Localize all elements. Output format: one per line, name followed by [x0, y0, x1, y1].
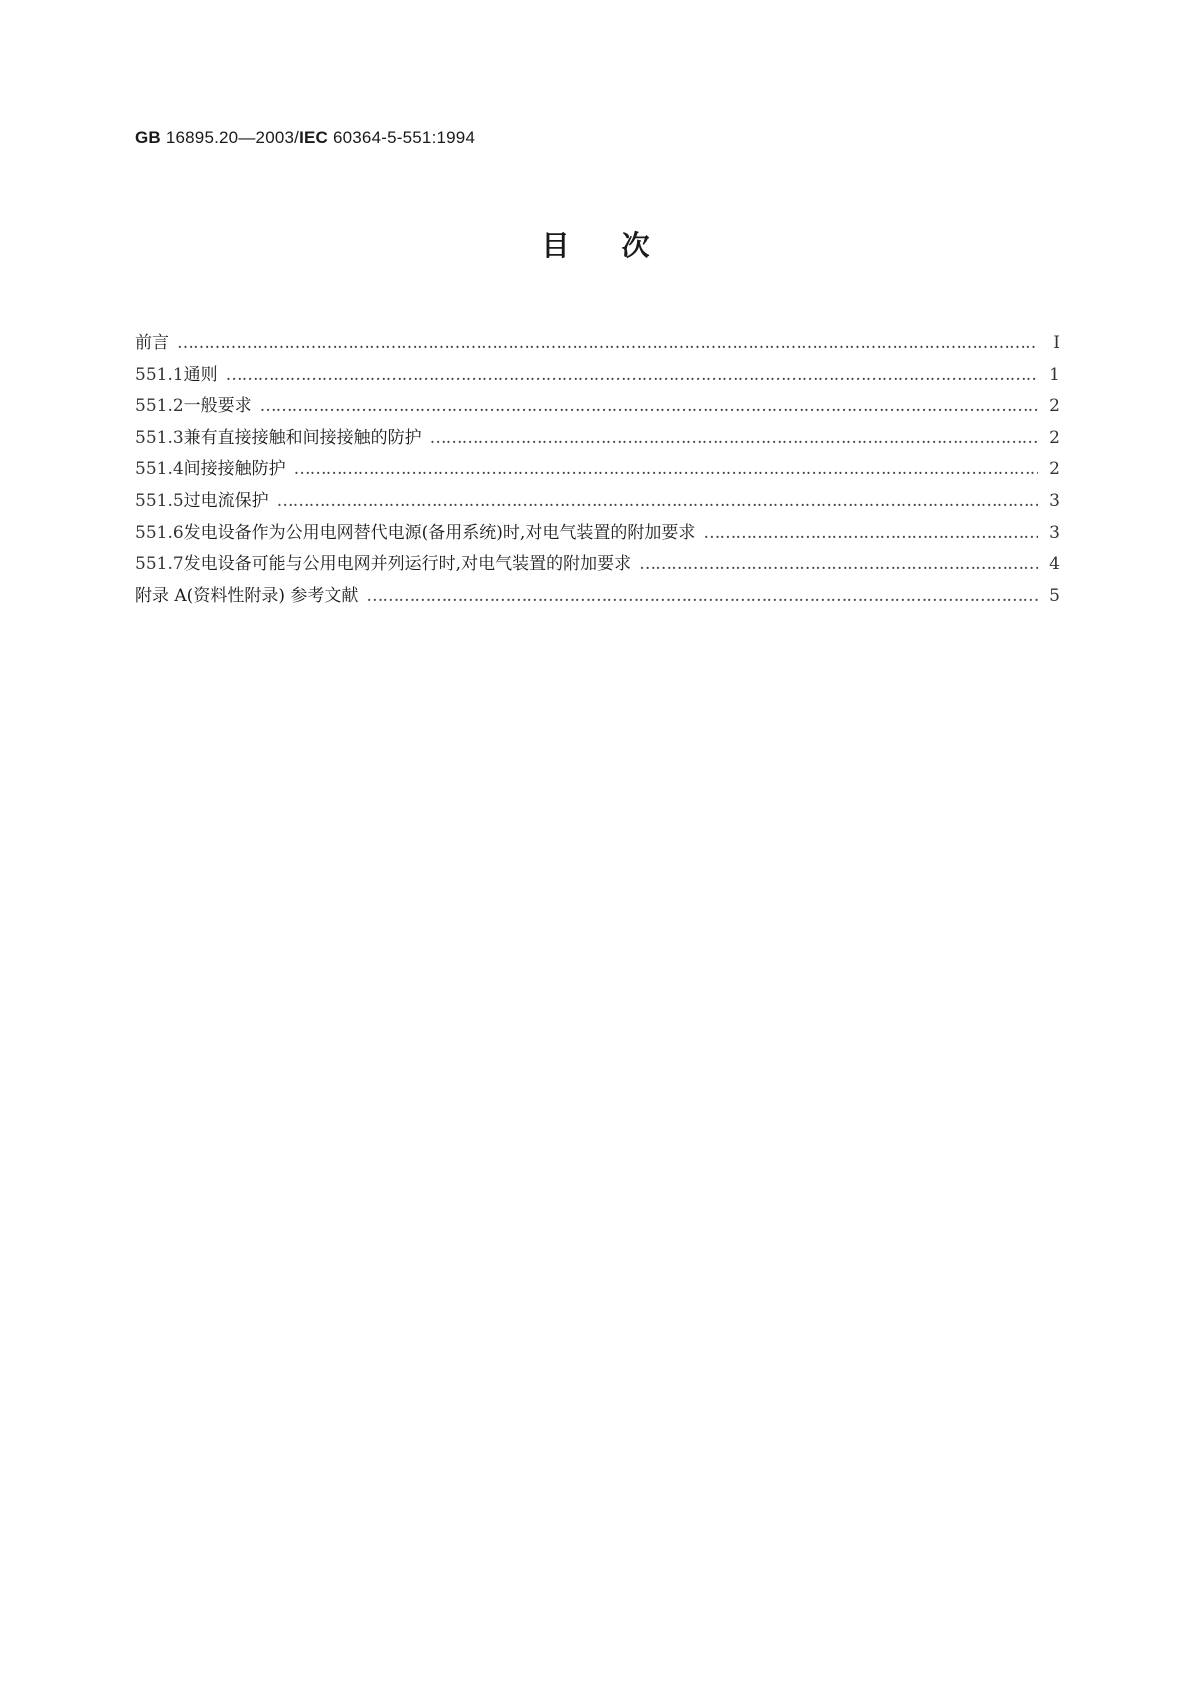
- toc-leader-dots: [277, 491, 1038, 511]
- toc-entry-title: 发电设备作为公用电网替代电源(备用系统)时,对电气装置的附加要求: [183, 522, 696, 543]
- toc-leader-dots: [226, 365, 1038, 385]
- toc-entry-page: 2: [1049, 427, 1060, 448]
- toc-entry-page: 3: [1049, 490, 1060, 511]
- toc-leader-dots: [260, 396, 1038, 416]
- document-header: [135, 128, 475, 148]
- toc-leader-dots: [177, 333, 1038, 353]
- toc-entry-title: 间接接触防护: [183, 459, 286, 480]
- toc-entry-title: 兼有直接接触和间接接触的防护: [183, 427, 422, 448]
- header-iec-code: IEC: [299, 128, 329, 147]
- toc-entry-title: 前言: [135, 333, 169, 353]
- toc-entry-title: 附录 A(资料性附录) 参考文献: [135, 585, 359, 606]
- toc-entry-number: 551.2: [135, 396, 184, 417]
- header-gb-number: 16895.20—2003/: [160, 128, 300, 147]
- toc-entry-number: 551.1: [135, 364, 184, 385]
- header-gb-code: GB: [135, 128, 161, 147]
- table-of-contents: [135, 328, 1060, 612]
- toc-leader-dots: [366, 586, 1038, 606]
- toc-leader-dots: [703, 523, 1038, 543]
- toc-leader-dots: [639, 554, 1038, 574]
- toc-entry-page: I: [1053, 333, 1060, 353]
- toc-entry-title: 通则: [183, 364, 218, 385]
- toc-entry-number: 551.7: [135, 554, 184, 575]
- toc-leader-dots: [430, 428, 1038, 448]
- toc-entry-page: 3: [1049, 522, 1060, 543]
- toc-entry-page: 2: [1049, 396, 1060, 417]
- header-iec-number: 60364-5-551:1994: [328, 128, 476, 147]
- toc-entry-551-3[interactable]: [135, 423, 1060, 455]
- toc-entry-number: 551.5: [135, 490, 184, 511]
- toc-leader-dots: [294, 459, 1038, 479]
- toc-entry-551-1[interactable]: [135, 360, 1060, 392]
- toc-entry-551-4[interactable]: [135, 454, 1060, 486]
- toc-entry-annex-a[interactable]: [135, 581, 1060, 613]
- toc-entry-number: 551.6: [135, 522, 184, 543]
- toc-entry-551-5[interactable]: [135, 486, 1060, 518]
- toc-entry-page: 1: [1049, 364, 1060, 385]
- toc-entry-551-7[interactable]: [135, 549, 1060, 581]
- toc-entry-page: 4: [1049, 554, 1060, 575]
- toc-entry-preface[interactable]: [135, 328, 1060, 360]
- page-title: 目次: [541, 229, 702, 262]
- toc-entry-number: 551.4: [135, 459, 184, 480]
- toc-entry-number: 551.3: [135, 427, 184, 448]
- toc-entry-title: 过电流保护: [183, 490, 269, 511]
- toc-entry-page: 5: [1049, 585, 1060, 606]
- toc-entry-551-2[interactable]: [135, 391, 1060, 423]
- toc-entry-551-6[interactable]: [135, 518, 1060, 550]
- toc-entry-title: 发电设备可能与公用电网并列运行时,对电气装置的附加要求: [183, 554, 632, 575]
- toc-entry-page: 2: [1049, 459, 1060, 480]
- toc-entry-title: 一般要求: [183, 396, 252, 417]
